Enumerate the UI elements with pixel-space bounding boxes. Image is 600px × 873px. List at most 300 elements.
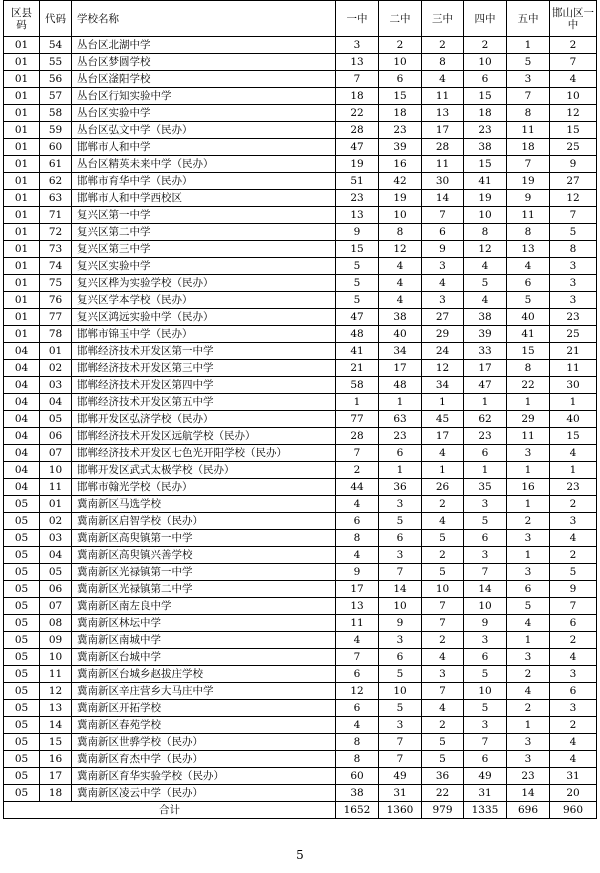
school-name-cell: 邯郸经济技术开发区七色光开阳学校（民办） bbox=[72, 445, 336, 462]
no3-quota-cell: 4 bbox=[422, 649, 464, 666]
no4-quota-cell: 5 bbox=[464, 666, 507, 683]
district-code-cell: 05 bbox=[4, 581, 40, 598]
table-row bbox=[4, 258, 597, 275]
no2-quota-cell: 3 bbox=[379, 547, 422, 564]
school-code-cell: 17 bbox=[40, 768, 72, 785]
no5-quota-cell: 1 bbox=[507, 496, 550, 513]
no5-quota-cell: 6 bbox=[507, 275, 550, 292]
no4-quota-cell: 19 bbox=[464, 190, 507, 207]
no4-quota-cell: 6 bbox=[464, 530, 507, 547]
no2-quota-cell: 17 bbox=[379, 360, 422, 377]
district-code-cell: 05 bbox=[4, 666, 40, 683]
district-code-cell: 05 bbox=[4, 632, 40, 649]
school-code-cell: 74 bbox=[40, 258, 72, 275]
no1-quota-cell: 13 bbox=[336, 207, 379, 224]
no2-quota-cell: 19 bbox=[379, 190, 422, 207]
no4-quota-cell: 62 bbox=[464, 411, 507, 428]
no1-quota-cell: 44 bbox=[336, 479, 379, 496]
no5-quota-cell: 1 bbox=[507, 717, 550, 734]
no2-quota-cell: 1 bbox=[379, 462, 422, 479]
school-name-cell: 邯郸开发区弘济学校（民办） bbox=[72, 411, 336, 428]
hanshan-no1-quota-cell: 2 bbox=[550, 717, 597, 734]
header-no2-school: 二中 bbox=[379, 1, 422, 37]
school-code-cell: 10 bbox=[40, 649, 72, 666]
no1-quota-cell: 7 bbox=[336, 649, 379, 666]
no4-quota-cell: 10 bbox=[464, 54, 507, 71]
no4-quota-cell: 9 bbox=[464, 615, 507, 632]
no4-quota-cell: 39 bbox=[464, 326, 507, 343]
school-code-cell: 71 bbox=[40, 207, 72, 224]
no1-quota-cell: 8 bbox=[336, 734, 379, 751]
school-name-cell: 冀南新区台城中学 bbox=[72, 649, 336, 666]
table-row bbox=[4, 598, 597, 615]
no4-quota-cell: 8 bbox=[464, 224, 507, 241]
school-code-cell: 56 bbox=[40, 71, 72, 88]
table-row bbox=[4, 649, 597, 666]
no5-quota-cell: 9 bbox=[507, 190, 550, 207]
hanshan-no1-quota-cell: 20 bbox=[550, 785, 597, 802]
district-code-cell: 01 bbox=[4, 258, 40, 275]
no5-quota-cell: 5 bbox=[507, 292, 550, 309]
hanshan-no1-quota-cell: 3 bbox=[550, 275, 597, 292]
header-district-code: 区县码 bbox=[4, 1, 40, 37]
no1-quota-cell: 15 bbox=[336, 241, 379, 258]
no3-quota-cell: 4 bbox=[422, 71, 464, 88]
table-row bbox=[4, 615, 597, 632]
table-row bbox=[4, 105, 597, 122]
school-code-cell: 06 bbox=[40, 581, 72, 598]
table-row bbox=[4, 683, 597, 700]
school-code-cell: 03 bbox=[40, 530, 72, 547]
no2-quota-cell: 3 bbox=[379, 496, 422, 513]
header-row bbox=[4, 1, 597, 37]
hanshan-no1-quota-cell: 40 bbox=[550, 411, 597, 428]
school-name-cell: 冀南新区马选学校 bbox=[72, 496, 336, 513]
no4-quota-cell: 3 bbox=[464, 717, 507, 734]
no2-quota-cell: 7 bbox=[379, 751, 422, 768]
no3-quota-cell: 7 bbox=[422, 207, 464, 224]
school-code-cell: 04 bbox=[40, 547, 72, 564]
table-row bbox=[4, 241, 597, 258]
no4-quota-cell: 4 bbox=[464, 258, 507, 275]
no1-quota-cell: 51 bbox=[336, 173, 379, 190]
hanshan-no1-quota-cell: 5 bbox=[550, 224, 597, 241]
no2-quota-cell: 4 bbox=[379, 275, 422, 292]
district-code-cell: 04 bbox=[4, 462, 40, 479]
school-name-cell: 冀南新区南左良中学 bbox=[72, 598, 336, 615]
no4-quota-cell: 17 bbox=[464, 360, 507, 377]
no2-quota-cell: 6 bbox=[379, 649, 422, 666]
school-name-cell: 复兴区实验中学 bbox=[72, 258, 336, 275]
hanshan-no1-quota-cell: 7 bbox=[550, 207, 597, 224]
hanshan-no1-quota-cell: 2 bbox=[550, 547, 597, 564]
school-name-cell: 丛台区实验中学 bbox=[72, 105, 336, 122]
hanshan-no1-quota-cell: 30 bbox=[550, 377, 597, 394]
table-row bbox=[4, 547, 597, 564]
hanshan-no1-quota-cell: 3 bbox=[550, 513, 597, 530]
no5-quota-cell: 8 bbox=[507, 224, 550, 241]
school-name-cell: 冀南新区启智学校（民办） bbox=[72, 513, 336, 530]
hanshan-no1-quota-cell: 4 bbox=[550, 530, 597, 547]
no5-quota-cell: 2 bbox=[507, 700, 550, 717]
no3-quota-cell: 11 bbox=[422, 88, 464, 105]
no3-quota-cell: 1 bbox=[422, 394, 464, 411]
no1-quota-cell: 47 bbox=[336, 309, 379, 326]
table-row bbox=[4, 768, 597, 785]
no5-quota-cell: 3 bbox=[507, 649, 550, 666]
hanshan-no1-quota-cell: 2 bbox=[550, 37, 597, 54]
no2-quota-cell: 14 bbox=[379, 581, 422, 598]
hanshan-no1-quota-cell: 3 bbox=[550, 666, 597, 683]
district-code-cell: 05 bbox=[4, 768, 40, 785]
total-label: 合计 bbox=[4, 802, 336, 819]
no2-quota-cell: 6 bbox=[379, 71, 422, 88]
no4-quota-cell: 31 bbox=[464, 785, 507, 802]
district-code-cell: 01 bbox=[4, 190, 40, 207]
no1-quota-cell: 11 bbox=[336, 615, 379, 632]
school-code-cell: 73 bbox=[40, 241, 72, 258]
school-code-cell: 63 bbox=[40, 190, 72, 207]
hanshan-no1-quota-cell: 6 bbox=[550, 683, 597, 700]
table-row bbox=[4, 666, 597, 683]
table-row bbox=[4, 564, 597, 581]
no4-quota-cell: 15 bbox=[464, 156, 507, 173]
no3-quota-cell: 7 bbox=[422, 615, 464, 632]
no5-quota-cell: 4 bbox=[507, 615, 550, 632]
school-name-cell: 冀南新区林坛中学 bbox=[72, 615, 336, 632]
school-code-cell: 01 bbox=[40, 496, 72, 513]
header-no4-school: 四中 bbox=[464, 1, 507, 37]
hanshan-no1-quota-cell: 4 bbox=[550, 445, 597, 462]
no5-quota-cell: 11 bbox=[507, 122, 550, 139]
no3-quota-cell: 11 bbox=[422, 156, 464, 173]
no2-quota-cell: 7 bbox=[379, 564, 422, 581]
no3-quota-cell: 4 bbox=[422, 513, 464, 530]
no1-quota-cell: 8 bbox=[336, 751, 379, 768]
no1-quota-cell: 77 bbox=[336, 411, 379, 428]
no3-quota-cell: 22 bbox=[422, 785, 464, 802]
no4-quota-cell: 6 bbox=[464, 445, 507, 462]
quota-table bbox=[3, 0, 597, 819]
table-row bbox=[4, 632, 597, 649]
school-code-cell: 02 bbox=[40, 360, 72, 377]
no1-quota-cell: 38 bbox=[336, 785, 379, 802]
school-code-cell: 06 bbox=[40, 428, 72, 445]
no3-quota-cell: 4 bbox=[422, 700, 464, 717]
school-name-cell: 冀南新区育华实验学校（民办） bbox=[72, 768, 336, 785]
no3-quota-cell: 34 bbox=[422, 377, 464, 394]
no2-quota-cell: 3 bbox=[379, 717, 422, 734]
school-name-cell: 邯郸市锦玉中学（民办） bbox=[72, 326, 336, 343]
no5-quota-cell: 3 bbox=[507, 734, 550, 751]
no3-quota-cell: 36 bbox=[422, 768, 464, 785]
district-code-cell: 04 bbox=[4, 428, 40, 445]
school-code-cell: 10 bbox=[40, 462, 72, 479]
no5-quota-cell: 5 bbox=[507, 598, 550, 615]
school-name-cell: 复兴区学本学校（民办） bbox=[72, 292, 336, 309]
no1-quota-cell: 4 bbox=[336, 547, 379, 564]
no1-quota-cell: 4 bbox=[336, 632, 379, 649]
district-code-cell: 01 bbox=[4, 292, 40, 309]
no1-quota-cell: 17 bbox=[336, 581, 379, 598]
hanshan-no1-quota-cell: 11 bbox=[550, 360, 597, 377]
hanshan-no1-quota-cell: 25 bbox=[550, 139, 597, 156]
school-name-cell: 冀南新区世骅学校（民办） bbox=[72, 734, 336, 751]
no2-quota-cell: 1 bbox=[379, 394, 422, 411]
hanshan-no1-quota-cell: 4 bbox=[550, 649, 597, 666]
no3-quota-cell: 7 bbox=[422, 598, 464, 615]
table-row bbox=[4, 88, 597, 105]
school-code-cell: 11 bbox=[40, 479, 72, 496]
no2-quota-cell: 10 bbox=[379, 207, 422, 224]
school-code-cell: 58 bbox=[40, 105, 72, 122]
school-code-cell: 72 bbox=[40, 224, 72, 241]
no1-quota-cell: 13 bbox=[336, 598, 379, 615]
district-code-cell: 01 bbox=[4, 37, 40, 54]
district-code-cell: 01 bbox=[4, 71, 40, 88]
school-name-cell: 复兴区第二中学 bbox=[72, 224, 336, 241]
no2-quota-cell: 4 bbox=[379, 292, 422, 309]
no2-quota-cell: 12 bbox=[379, 241, 422, 258]
district-code-cell: 01 bbox=[4, 173, 40, 190]
no5-quota-cell: 1 bbox=[507, 632, 550, 649]
hanshan-no1-quota-cell: 7 bbox=[550, 598, 597, 615]
table-row bbox=[4, 479, 597, 496]
school-code-cell: 18 bbox=[40, 785, 72, 802]
district-code-cell: 04 bbox=[4, 377, 40, 394]
no3-quota-cell: 7 bbox=[422, 683, 464, 700]
table-row bbox=[4, 309, 597, 326]
school-name-cell: 冀南新区台城乡赵拔庄学校 bbox=[72, 666, 336, 683]
no1-quota-cell: 47 bbox=[336, 139, 379, 156]
no1-quota-cell: 4 bbox=[336, 496, 379, 513]
table-row bbox=[4, 173, 597, 190]
table-row bbox=[4, 292, 597, 309]
no2-quota-cell: 2 bbox=[379, 37, 422, 54]
table-body bbox=[4, 37, 597, 802]
page-number: 5 bbox=[296, 848, 304, 862]
no3-quota-cell: 4 bbox=[422, 445, 464, 462]
no3-quota-cell: 45 bbox=[422, 411, 464, 428]
no5-quota-cell: 2 bbox=[507, 513, 550, 530]
table-row bbox=[4, 207, 597, 224]
school-code-cell: 09 bbox=[40, 632, 72, 649]
school-name-cell: 丛台区滏阳学校 bbox=[72, 71, 336, 88]
table-row bbox=[4, 122, 597, 139]
no2-quota-cell: 5 bbox=[379, 513, 422, 530]
no2-quota-cell: 5 bbox=[379, 700, 422, 717]
district-code-cell: 01 bbox=[4, 309, 40, 326]
school-code-cell: 14 bbox=[40, 717, 72, 734]
no3-quota-cell: 3 bbox=[422, 258, 464, 275]
school-code-cell: 08 bbox=[40, 615, 72, 632]
no3-quota-cell: 5 bbox=[422, 751, 464, 768]
hanshan-no1-quota-cell: 27 bbox=[550, 173, 597, 190]
no3-quota-cell: 2 bbox=[422, 547, 464, 564]
no2-quota-cell: 42 bbox=[379, 173, 422, 190]
no1-quota-cell: 28 bbox=[336, 122, 379, 139]
district-code-cell: 01 bbox=[4, 139, 40, 156]
no3-quota-cell: 1 bbox=[422, 462, 464, 479]
no4-quota-cell: 18 bbox=[464, 105, 507, 122]
table-row bbox=[4, 751, 597, 768]
no2-quota-cell: 16 bbox=[379, 156, 422, 173]
table-row bbox=[4, 190, 597, 207]
no2-quota-cell: 18 bbox=[379, 105, 422, 122]
school-name-cell: 冀南新区开拓学校 bbox=[72, 700, 336, 717]
no1-quota-cell: 21 bbox=[336, 360, 379, 377]
table-row bbox=[4, 54, 597, 71]
no3-quota-cell: 12 bbox=[422, 360, 464, 377]
school-name-cell: 冀南新区辛庄营乡大马庄中学 bbox=[72, 683, 336, 700]
no1-quota-cell: 58 bbox=[336, 377, 379, 394]
no5-quota-cell: 41 bbox=[507, 326, 550, 343]
no1-quota-cell: 5 bbox=[336, 275, 379, 292]
table-row bbox=[4, 394, 597, 411]
no5-quota-cell: 3 bbox=[507, 71, 550, 88]
no3-quota-cell: 3 bbox=[422, 292, 464, 309]
hanshan-no1-quota-cell: 25 bbox=[550, 326, 597, 343]
no2-quota-cell: 5 bbox=[379, 666, 422, 683]
school-code-cell: 59 bbox=[40, 122, 72, 139]
table-row bbox=[4, 156, 597, 173]
no5-quota-cell: 1 bbox=[507, 37, 550, 54]
header-no1-school: 一中 bbox=[336, 1, 379, 37]
no1-quota-cell: 5 bbox=[336, 292, 379, 309]
district-code-cell: 05 bbox=[4, 615, 40, 632]
table-row bbox=[4, 360, 597, 377]
header-code: 代码 bbox=[40, 1, 72, 37]
no3-quota-cell: 3 bbox=[422, 666, 464, 683]
school-name-cell: 冀南新区光禄镇第一中学 bbox=[72, 564, 336, 581]
hanshan-no1-quota-cell: 9 bbox=[550, 156, 597, 173]
district-code-cell: 05 bbox=[4, 785, 40, 802]
no1-quota-cell: 6 bbox=[336, 666, 379, 683]
school-name-cell: 冀南新区高臾镇第一中学 bbox=[72, 530, 336, 547]
no5-quota-cell: 16 bbox=[507, 479, 550, 496]
hanshan-no1-quota-cell: 4 bbox=[550, 751, 597, 768]
school-name-cell: 邯郸经济技术开发区第四中学 bbox=[72, 377, 336, 394]
hanshan-no1-quota-cell: 7 bbox=[550, 54, 597, 71]
school-code-cell: 03 bbox=[40, 377, 72, 394]
school-name-cell: 复兴区第三中学 bbox=[72, 241, 336, 258]
no4-quota-cell: 47 bbox=[464, 377, 507, 394]
district-code-cell: 05 bbox=[4, 649, 40, 666]
table-row bbox=[4, 717, 597, 734]
no3-quota-cell: 24 bbox=[422, 343, 464, 360]
hanshan-no1-quota-cell: 2 bbox=[550, 632, 597, 649]
school-name-cell: 冀南新区光禄镇第二中学 bbox=[72, 581, 336, 598]
no1-quota-cell: 7 bbox=[336, 71, 379, 88]
no4-quota-cell: 15 bbox=[464, 88, 507, 105]
table-row bbox=[4, 734, 597, 751]
no4-quota-cell: 35 bbox=[464, 479, 507, 496]
no3-quota-cell: 5 bbox=[422, 530, 464, 547]
hanshan-no1-quota-cell: 3 bbox=[550, 292, 597, 309]
no3-quota-cell: 14 bbox=[422, 190, 464, 207]
table-row bbox=[4, 530, 597, 547]
no1-quota-cell: 41 bbox=[336, 343, 379, 360]
header-no3-school: 三中 bbox=[422, 1, 464, 37]
district-code-cell: 04 bbox=[4, 445, 40, 462]
hanshan-no1-quota-cell: 23 bbox=[550, 479, 597, 496]
district-code-cell: 01 bbox=[4, 207, 40, 224]
school-name-cell: 丛台区精英未来中学（民办） bbox=[72, 156, 336, 173]
no1-quota-cell: 23 bbox=[336, 190, 379, 207]
hanshan-no1-quota-cell: 6 bbox=[550, 615, 597, 632]
school-code-cell: 61 bbox=[40, 156, 72, 173]
district-code-cell: 05 bbox=[4, 700, 40, 717]
no5-quota-cell: 5 bbox=[507, 54, 550, 71]
hanshan-no1-quota-cell: 10 bbox=[550, 88, 597, 105]
district-code-cell: 05 bbox=[4, 547, 40, 564]
header-hanshan-no1-school: 邯山区一中 bbox=[550, 1, 597, 37]
school-code-cell: 13 bbox=[40, 700, 72, 717]
no1-quota-cell: 5 bbox=[336, 258, 379, 275]
no4-quota-cell: 6 bbox=[464, 649, 507, 666]
no5-quota-cell: 15 bbox=[507, 343, 550, 360]
no4-quota-cell: 5 bbox=[464, 513, 507, 530]
no4-quota-cell: 49 bbox=[464, 768, 507, 785]
total-value: 1360 bbox=[379, 802, 422, 819]
district-code-cell: 01 bbox=[4, 54, 40, 71]
no2-quota-cell: 39 bbox=[379, 139, 422, 156]
hanshan-no1-quota-cell: 9 bbox=[550, 581, 597, 598]
no4-quota-cell: 1 bbox=[464, 394, 507, 411]
no5-quota-cell: 14 bbox=[507, 785, 550, 802]
no5-quota-cell: 29 bbox=[507, 411, 550, 428]
no5-quota-cell: 13 bbox=[507, 241, 550, 258]
hanshan-no1-quota-cell: 5 bbox=[550, 564, 597, 581]
no2-quota-cell: 6 bbox=[379, 530, 422, 547]
no5-quota-cell: 3 bbox=[507, 530, 550, 547]
school-name-cell: 邯郸市人和中学西校区 bbox=[72, 190, 336, 207]
no3-quota-cell: 2 bbox=[422, 37, 464, 54]
school-name-cell: 邯郸开发区武式太极学校（民办） bbox=[72, 462, 336, 479]
school-code-cell: 11 bbox=[40, 666, 72, 683]
school-name-cell: 邯郸经济技术开发区第三中学 bbox=[72, 360, 336, 377]
no4-quota-cell: 23 bbox=[464, 428, 507, 445]
header-school-name: 学校名称 bbox=[72, 1, 336, 37]
no5-quota-cell: 2 bbox=[507, 666, 550, 683]
no5-quota-cell: 18 bbox=[507, 139, 550, 156]
no4-quota-cell: 3 bbox=[464, 632, 507, 649]
no2-quota-cell: 38 bbox=[379, 309, 422, 326]
district-code-cell: 05 bbox=[4, 751, 40, 768]
no5-quota-cell: 1 bbox=[507, 462, 550, 479]
table-row bbox=[4, 445, 597, 462]
no4-quota-cell: 10 bbox=[464, 683, 507, 700]
no3-quota-cell: 30 bbox=[422, 173, 464, 190]
school-name-cell: 邯郸经济技术开发区远航学校（民办） bbox=[72, 428, 336, 445]
district-code-cell: 01 bbox=[4, 88, 40, 105]
no2-quota-cell: 3 bbox=[379, 632, 422, 649]
hanshan-no1-quota-cell: 8 bbox=[550, 241, 597, 258]
no2-quota-cell: 7 bbox=[379, 734, 422, 751]
school-name-cell: 丛台区弘文中学（民办） bbox=[72, 122, 336, 139]
no5-quota-cell: 4 bbox=[507, 683, 550, 700]
no1-quota-cell: 18 bbox=[336, 88, 379, 105]
district-code-cell: 04 bbox=[4, 360, 40, 377]
school-name-cell: 复兴区桦为实验学校（民办） bbox=[72, 275, 336, 292]
school-name-cell: 邯郸经济技术开发区第一中学 bbox=[72, 343, 336, 360]
school-name-cell: 丛台区梦圆学校 bbox=[72, 54, 336, 71]
school-code-cell: 05 bbox=[40, 411, 72, 428]
no1-quota-cell: 9 bbox=[336, 224, 379, 241]
district-code-cell: 05 bbox=[4, 530, 40, 547]
table-row bbox=[4, 411, 597, 428]
hanshan-no1-quota-cell: 15 bbox=[550, 122, 597, 139]
